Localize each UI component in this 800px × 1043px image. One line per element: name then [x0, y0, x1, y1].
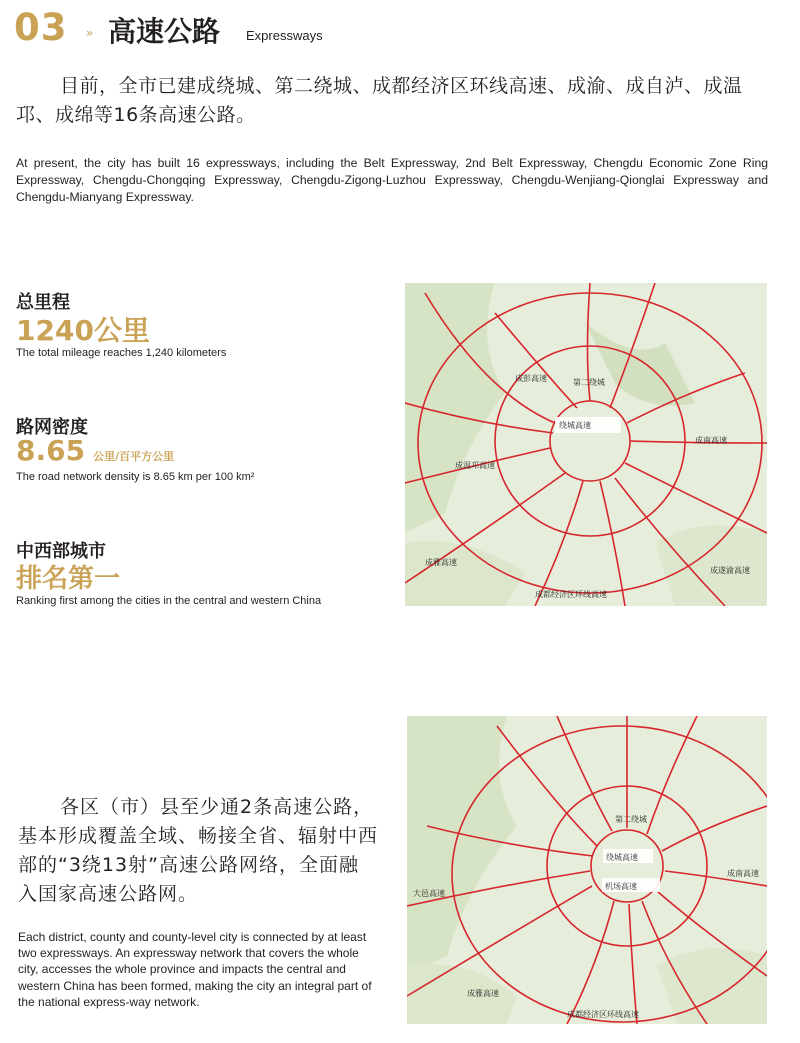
map1-label-wenqiong: 成温邛高速	[455, 461, 495, 470]
section-title-en: Expressways	[246, 28, 323, 43]
expressway-map-2-graphic	[407, 716, 767, 1024]
map2-label-chengnan: 成南高速	[727, 869, 759, 878]
stat-en-density: The road network density is 8.65 km per 100 km²	[16, 471, 255, 483]
map1-label-2nd-ring: 第二绕城	[573, 378, 605, 387]
map2-label-2nd-ring: 第二绕城	[615, 815, 647, 824]
expressway-map-2	[407, 716, 767, 1024]
stat-value-density: 8.65	[16, 434, 86, 467]
section-title: 高速公路	[108, 15, 221, 48]
stat-label-ranking: 中西部城市	[16, 541, 106, 562]
body2-paragraph-zh: 各区（市）县至少通2条高速公路，基本形成覆盖全域、畅接全省、辐射中西部的“3绕13射”高速公路网络，全面融入国家高速公路网。	[18, 796, 379, 905]
map1-label-econ-ring: 成都经济区环线高速	[535, 590, 607, 599]
stat-en-mileage: The total mileage reaches 1,240 kilometers	[16, 347, 227, 359]
stat-en-ranking: Ranking first among the cities in the central and western China	[16, 595, 322, 607]
map2-label-dayi: 大邑高速	[413, 889, 445, 898]
map1-label-chengya: 成雅高速	[425, 558, 457, 567]
intro-paragraph-zh: 目前，全市已建成绕城、第二绕城、成都经济区环线高速、成渝、成自泸、成温邛、成绵等16条高速公路。	[16, 75, 743, 126]
stat-value-ranking: 排名第一	[16, 564, 121, 594]
expressway-map-1-graphic	[405, 283, 767, 606]
map2-label-airport: 机场高速	[605, 882, 637, 891]
map2-label-econ-ring: 成都经济区环线高速	[567, 1010, 639, 1019]
map1-label-suiyu: 成遂渝高速	[710, 566, 750, 575]
stat-label-density: 路网密度	[16, 417, 88, 438]
map2-label-chengya: 成雅高速	[467, 989, 499, 998]
section-arrow-icon: »	[86, 26, 94, 40]
stat-label-mileage: 总里程	[16, 292, 70, 313]
map1-label-chengpeng: 成彭高速	[515, 374, 547, 383]
intro-paragraph-en: At present, the city has built 16 expressways, including the Belt Expressway, 2nd Belt Expressway, Chengdu Economic Zone Ring Expressway, Chengdu-Chongqing Expressway, Chengdu-Zigong-Luzhou Expressway, Chengdu-Wenjiang-Qionglai Expressway and Chengdu-Mianyang Expressway.	[16, 156, 768, 204]
section-number: 03	[14, 6, 68, 49]
map1-label-ring: 绕城高速	[559, 421, 591, 430]
stat-unit-density: 公里/百平方公里	[93, 450, 175, 463]
body2-paragraph-en: Each district, county and county-level city is connected by at least two expressways. An expressway network that covers the whole city, accesses the whole province and impacts the central and western China has been formed, making the city an integral part of the national express-way network.	[18, 930, 372, 1009]
stat-value-density-row	[16, 434, 174, 467]
map2-label-ring: 绕城高速	[606, 853, 638, 862]
stat-value-mileage: 1240公里	[16, 314, 150, 347]
expressway-map-1	[405, 283, 767, 606]
map1-label-chengnan: 成南高速	[695, 436, 727, 445]
